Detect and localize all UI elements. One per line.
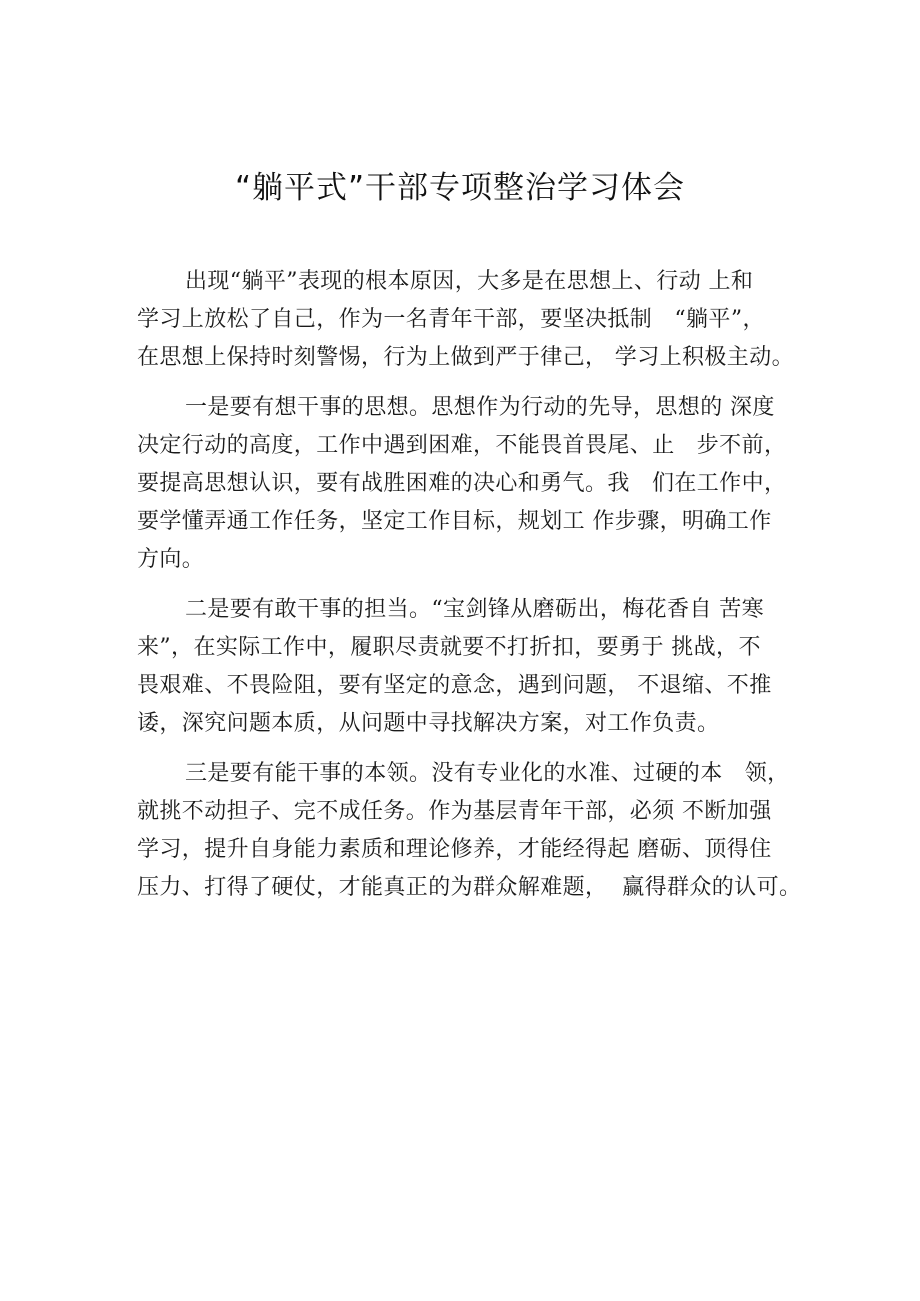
paragraph-line: 在思想上保持时刻警惕，行为上做到严于律己， 学习上积极主动。 bbox=[137, 345, 794, 370]
paragraph-line: 来”，在实际工作中，履职尽责就要不打折扣，要勇于 挑战，不 bbox=[137, 635, 761, 660]
paragraph-line: 就挑不动担子、完不成任务。作为基层青年干部，必须 不断加强 bbox=[137, 799, 772, 824]
paragraph-line: 学习上放松了自己，作为一名青年干部，要坚决抵制 “躺平”， bbox=[137, 307, 765, 332]
document-body bbox=[137, 263, 802, 907]
paragraph-spacer bbox=[137, 377, 793, 389]
paragraph-line: 诿，深究问题本质，从问题中寻找解决方案，对工作负责。 bbox=[137, 711, 720, 736]
paragraph-line: 要提高思想认识，要有战胜困难的决心和勇气。我 们在工作中， bbox=[137, 471, 787, 496]
paragraph-line: 出现“躺平”表现的根本原因，大多是在思想上、行动 上和 bbox=[185, 269, 754, 294]
paragraph-line: 压力、打得了硬仗，才能真正的为群众解难题， 赢得群众的认可。 bbox=[137, 875, 802, 900]
document-title: “躺平式”干部专项整治学习体会 bbox=[234, 170, 686, 206]
paragraph-2 bbox=[137, 389, 793, 579]
paragraph-line: 畏艰难、不畏险阻，要有坚定的意念，遇到问题， 不退缩、不推 bbox=[137, 673, 772, 698]
paragraph-line: 三是要有能干事的本领。没有专业化的水准、过硬的本 领， bbox=[185, 761, 790, 786]
paragraph-1 bbox=[137, 263, 793, 377]
paragraph-line: 方向。 bbox=[137, 547, 205, 572]
paragraph-3 bbox=[137, 591, 793, 743]
paragraph-spacer bbox=[137, 743, 793, 755]
paragraph-4 bbox=[137, 755, 802, 907]
paragraph-line: 决定行动的高度，工作中遇到困难，不能畏首畏尾、止 步不前， bbox=[137, 433, 787, 458]
paragraph-line: 二是要有敢干事的担当。“宝剑锋从磨砺出，梅花香自 苦寒 bbox=[185, 597, 765, 622]
paragraph-spacer bbox=[137, 579, 793, 591]
paragraph-line: 学习，提升自身能力素质和理论修养，才能经得起 磨砺、顶得住 bbox=[137, 837, 772, 862]
paragraph-line: 一是要有想干事的思想。思想作为行动的先导，思想的 深度 bbox=[185, 395, 775, 420]
paragraph-line: 要学懂弄通工作任务，坚定工作目标，规划工 作步骤，明确工作 bbox=[137, 509, 772, 534]
